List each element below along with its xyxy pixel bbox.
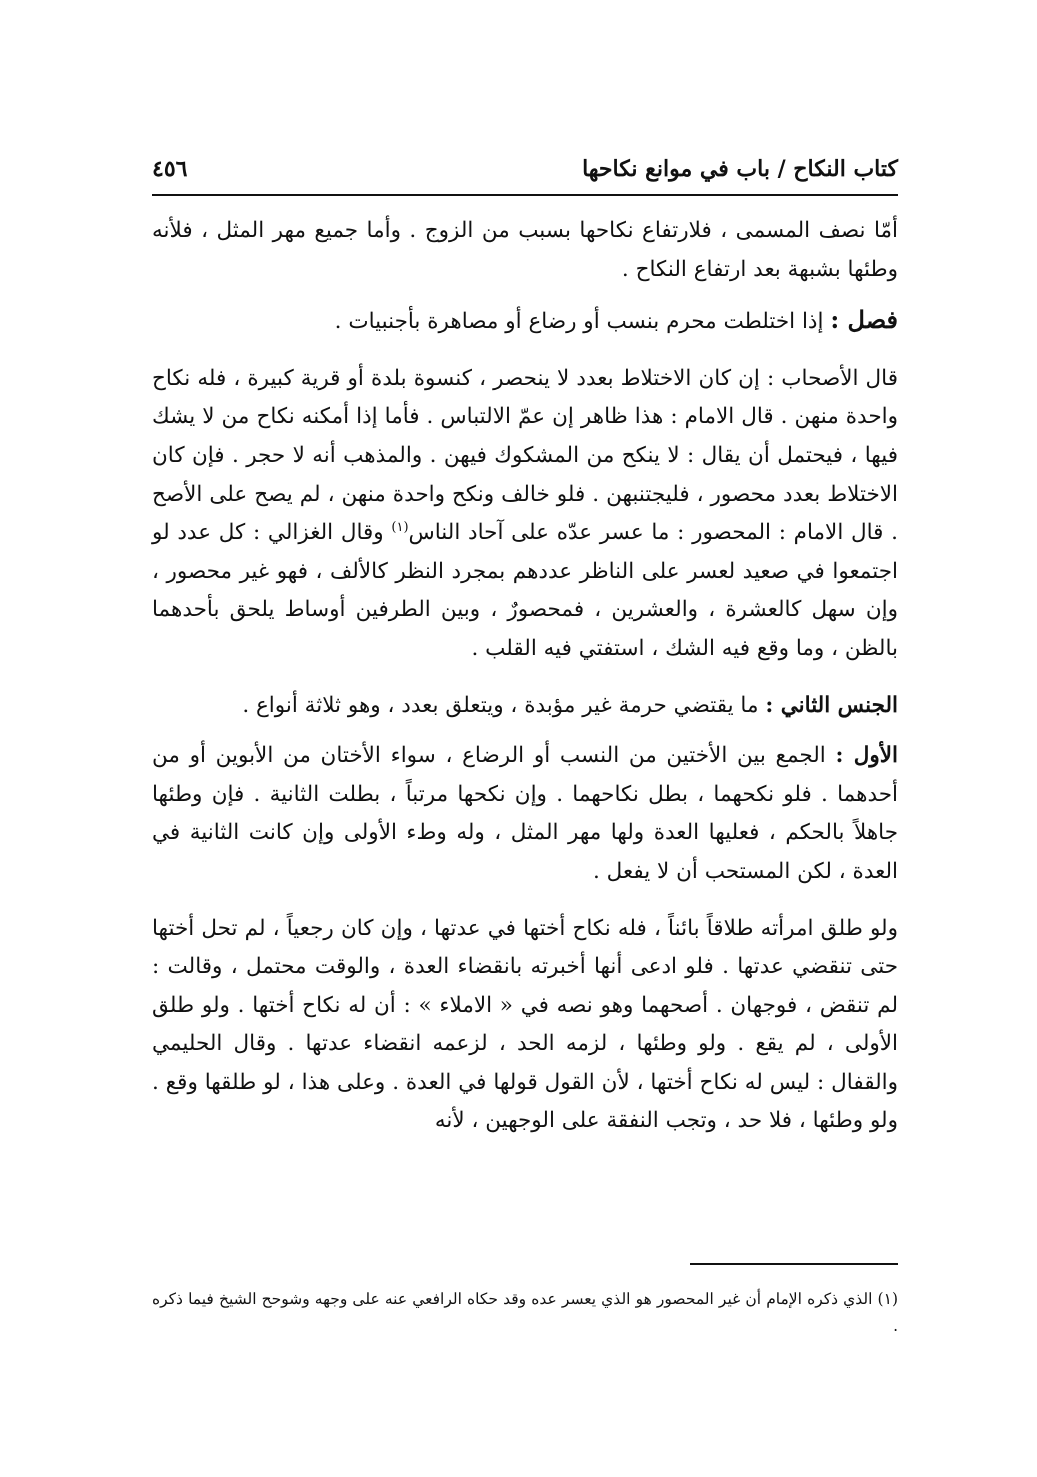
footnote-text: (١) الذي ذكره الإمام أن غير المحصور هو الذي يعسر عده وقد حكاه الرافعي عنه على وجهه وشوحح الشيخ فيما ذكره . bbox=[152, 1290, 898, 1335]
paragraph-text: ولو طلق امرأته طلاقاً بائناً ، فله نكاح أختها في عدتها ، وإن كان رجعياً ، لم تحل أختها حتى تنقضي عدتها . فلو ادعى أنها أخبرته بانقضاء العدة ، والوقت محتمل ، وقالت : لم تنقض ، فوجهان . أصحهما وهو نصه في « الاملاء » : أن له نكاح أختها . ولو طلق الأولى ، لم يقع . ولو وطئها ، لزمه الحد ، لزعمه انقضاء عدتها . وقال الحليمي والقفال : ليس له نكاح أختها ، لأن القول قولها في العدة . وعلى هذا ، لو طلقها وقع . ولو وطئها ، فلا حد ، وتجب النفقة على الوجهين ، لأنه bbox=[152, 915, 898, 1134]
main-text bbox=[152, 212, 898, 1141]
page-number: ٤٥٦ bbox=[152, 156, 188, 182]
paragraph bbox=[152, 360, 898, 669]
paragraph bbox=[152, 687, 898, 726]
paragraph bbox=[152, 910, 898, 1142]
paragraph-text: ما يقتضي حرمة غير مؤبدة ، ويتعلق بعدد ، وهو ثلاثة أنواع . bbox=[242, 692, 766, 718]
paragraph-section-heading bbox=[152, 301, 898, 342]
paragraph bbox=[152, 212, 898, 289]
paragraph-text: إذا اختلطت محرم بنسب أو رضاع أو مصاهرة بأجنبيات . bbox=[334, 309, 831, 335]
paragraph-text: أمّا نصف المسمى ، فلارتفاع نكاحها بسبب من الزوج . وأما جميع مهر المثل ، فلأنه وطئها بشبهة بعد ارتفاع النكاح . bbox=[152, 218, 898, 282]
paragraph-text: وقال الغزالي : كل عدد لو اجتمعوا في صعيد لعسر على الناظر عددهم بمجرد النظر كالألف ، فهو غير محصور ، وإن سهل كالعشرة ، والعشرين ، فمحصورٌ ، وبين الطرفين أوساط يلحق بأحدهما بالظن ، وما وقع فيه الشك ، استفتي فيه القلب . bbox=[152, 520, 898, 661]
paragraph-lead: الجنس الثاني : bbox=[765, 692, 898, 718]
section-label: فصل : bbox=[830, 305, 898, 335]
footnote bbox=[152, 1286, 898, 1340]
paragraph-text: قال الأصحاب : إن كان الاختلاط بعدد لا ينحصر ، كنسوة بلدة أو قرية كبيرة ، فله نكاح واحدة منهن . قال الامام : هذا ظاهر إن عمّ الالتباس . فأما إذا أمكنه نكاح من لا يشك فيها ، فيحتمل أن يقال : لا ينكح من المشكوك فيهن . والمذهب أنه لا حجر . فإن كان الاختلاط بعدد محصور ، فليجتنبهن . فلو خالف ونكح واحدة منهن ، لم يصح على الأصح . قال الامام : المحصور : ما عسر عدّه على آحاد الناس bbox=[152, 365, 898, 546]
page-header bbox=[152, 150, 898, 196]
footnote-divider bbox=[690, 1263, 898, 1265]
paragraph-lead: الأول : bbox=[835, 743, 898, 769]
paragraph bbox=[152, 737, 898, 891]
running-title: كتاب النكاح / باب في موانع نكاحها bbox=[582, 156, 898, 182]
paragraph-text: الجمع بين الأختين من النسب أو الرضاع ، سواء الأختان من الأبوين أو من أحدهما . فلو نكحهما ، بطل نكاحهما . وإن نكحها مرتباً ، بطلت الثانية . فإن وطئها جاهلاً بالحكم ، فعليها العدة ولها مهر المثل ، وله وطء الأولى وإن كانت الثانية في العدة ، لكن المستحب أن لا يفعل . bbox=[152, 743, 898, 884]
footnote-reference[interactable]: (١) bbox=[391, 520, 409, 535]
